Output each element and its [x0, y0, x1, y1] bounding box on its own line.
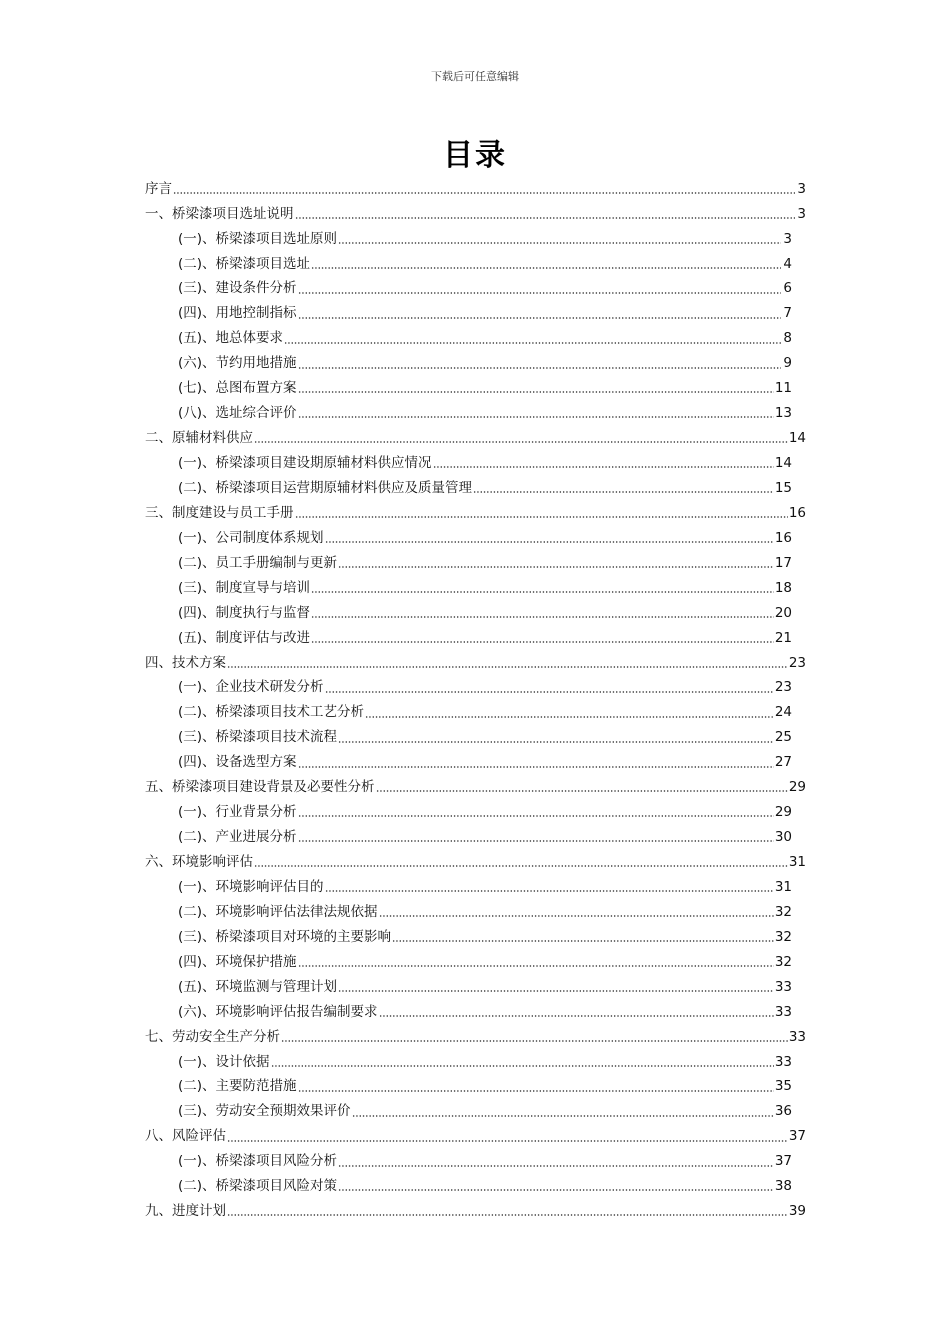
toc-entry[interactable]	[145, 1075, 806, 1100]
toc-page-number: 25	[774, 729, 792, 746]
toc-entry[interactable]	[145, 1050, 806, 1075]
dot-leader	[298, 765, 774, 769]
dot-leader	[392, 939, 774, 943]
toc-entry[interactable]	[145, 252, 806, 277]
toc-entry[interactable]	[145, 776, 806, 801]
toc-entry-text: 六、环境影响评估	[145, 854, 253, 871]
dot-leader	[227, 1213, 788, 1217]
dot-leader	[298, 1089, 774, 1093]
dot-leader	[254, 864, 788, 868]
toc-entry-text: 一、桥梁漆项目选址说明	[145, 205, 294, 222]
dot-leader	[281, 1039, 788, 1043]
toc-page-number: 9	[783, 355, 792, 372]
toc-entry-text: 四、技术方案	[145, 654, 226, 671]
toc-page-number: 14	[774, 455, 792, 472]
toc-page-number: 3	[797, 205, 806, 222]
dot-leader	[295, 216, 796, 220]
toc-entry-text: (三)、桥梁漆项目对环境的主要影响	[178, 928, 392, 945]
toc-entry[interactable]	[145, 227, 806, 252]
toc-page-number: 13	[774, 405, 792, 422]
toc-entry-text: (四)、设备选型方案	[178, 754, 297, 771]
toc-page-number: 4	[783, 255, 792, 272]
toc-entry[interactable]	[145, 850, 806, 875]
toc-entry-text: (二)、员工手册编制与更新	[178, 554, 338, 571]
dot-leader	[298, 316, 781, 320]
toc-entry[interactable]	[145, 800, 806, 825]
toc-page-number: 33	[774, 1003, 792, 1020]
dot-leader	[338, 565, 774, 569]
dot-leader	[338, 740, 774, 744]
toc-entry[interactable]	[145, 352, 806, 377]
toc-entry[interactable]	[145, 277, 806, 302]
toc-page-number: 20	[774, 604, 792, 621]
toc-entry[interactable]	[145, 651, 806, 676]
dot-leader	[311, 615, 774, 619]
toc-entry[interactable]	[145, 726, 806, 751]
toc-entry[interactable]	[145, 1025, 806, 1050]
toc-page-number: 30	[774, 829, 792, 846]
dot-leader	[173, 191, 795, 195]
toc-entry[interactable]	[145, 601, 806, 626]
toc-entry[interactable]	[145, 1175, 806, 1200]
toc-page-number: 8	[783, 330, 792, 347]
toc-page-number: 27	[774, 754, 792, 771]
toc-page-number: 39	[788, 1203, 806, 1220]
dot-leader	[311, 640, 774, 644]
dot-leader	[254, 440, 788, 444]
toc-entry[interactable]	[145, 501, 806, 526]
toc-entry-text: 五、桥梁漆项目建设背景及必要性分析	[145, 779, 375, 796]
toc-entry-text: (六)、环境影响评估报告编制要求	[178, 1003, 378, 1020]
dot-leader	[311, 266, 781, 270]
toc-entry-text: (二)、主要防范措施	[178, 1078, 297, 1095]
toc-entry-text: 九、进度计划	[145, 1203, 226, 1220]
dot-leader	[325, 889, 774, 893]
dot-leader	[271, 1064, 774, 1068]
toc-page-number: 36	[774, 1103, 792, 1120]
toc-entry-text: (一)、公司制度体系规划	[178, 529, 324, 546]
toc-entry-text: (一)、桥梁漆项目风险分析	[178, 1153, 338, 1170]
toc-entry-text: 八、风险评估	[145, 1128, 226, 1145]
toc-entry[interactable]	[145, 476, 806, 501]
toc-entry-text: (二)、桥梁漆项目风险对策	[178, 1178, 338, 1195]
toc-entry[interactable]	[145, 1100, 806, 1125]
dot-leader	[473, 490, 774, 494]
dot-leader	[284, 341, 781, 345]
toc-entry-text: (三)、桥梁漆项目技术流程	[178, 729, 338, 746]
toc-page-number: 37	[788, 1128, 806, 1145]
toc-entry[interactable]	[145, 975, 806, 1000]
dot-leader	[338, 1164, 774, 1168]
dot-leader	[227, 1139, 788, 1143]
toc-page-number: 16	[788, 504, 806, 521]
dot-leader	[338, 1188, 774, 1192]
toc-entry[interactable]	[145, 202, 806, 227]
dot-leader	[298, 415, 774, 419]
dot-leader	[338, 241, 781, 245]
toc-page-number: 6	[783, 280, 792, 297]
dot-leader	[376, 789, 788, 793]
toc-entry[interactable]	[145, 426, 806, 451]
toc-entry-text: 三、制度建设与员工手册	[145, 504, 294, 521]
toc-entry-text: (三)、劳动安全预期效果评价	[178, 1103, 351, 1120]
toc-entry[interactable]	[145, 377, 806, 402]
toc-page-number: 21	[774, 629, 792, 646]
toc-page-number: 16	[774, 529, 792, 546]
dot-leader	[298, 839, 774, 843]
toc-page-number: 33	[774, 978, 792, 995]
toc-entry-text: (一)、桥梁漆项目选址原则	[178, 230, 338, 247]
toc-title: 目录	[443, 138, 507, 173]
toc-entry[interactable]	[145, 950, 806, 975]
toc-page-number: 3	[783, 230, 792, 247]
dot-leader	[379, 1014, 774, 1018]
dot-leader	[298, 390, 774, 394]
toc-entry-text: (三)、制度宣导与培训	[178, 579, 311, 596]
toc-entry-text: (二)、桥梁漆项目技术工艺分析	[178, 704, 365, 721]
dot-leader	[325, 540, 774, 544]
toc-page-number: 32	[774, 953, 792, 970]
dot-leader	[298, 964, 774, 968]
toc-entry-text: (二)、桥梁漆项目选址	[178, 255, 311, 272]
toc-entry[interactable]	[145, 875, 806, 900]
toc-entry-text: (六)、节约用地措施	[178, 355, 297, 372]
toc-entry-text: 序言	[145, 180, 172, 197]
toc-entry-text: (一)、行业背景分析	[178, 804, 297, 821]
dot-leader	[365, 715, 774, 719]
toc-page-number: 29	[774, 804, 792, 821]
dot-leader	[379, 914, 774, 918]
dot-leader	[298, 291, 781, 295]
toc-page-number: 33	[774, 1053, 792, 1070]
toc-page-number: 14	[788, 430, 806, 447]
dot-leader	[338, 989, 774, 993]
toc-entry[interactable]	[145, 900, 806, 925]
toc-page-number: 23	[788, 654, 806, 671]
toc-entry-text: (七)、总图布置方案	[178, 380, 297, 397]
toc-entry[interactable]	[145, 177, 806, 202]
toc-entry[interactable]	[145, 751, 806, 776]
toc-entry[interactable]	[145, 676, 806, 701]
toc-entry[interactable]	[145, 551, 806, 576]
toc-entry[interactable]	[145, 401, 806, 426]
toc-entry-text: (一)、设计依据	[178, 1053, 270, 1070]
toc-entry[interactable]	[145, 1150, 806, 1175]
toc-entry-text: (二)、产业进展分析	[178, 829, 297, 846]
toc-page-number: 11	[774, 380, 792, 397]
dot-leader	[352, 1114, 774, 1118]
dot-leader	[311, 590, 774, 594]
toc-entry-text: (三)、建设条件分析	[178, 280, 297, 297]
toc-entry-text: (五)、环境监测与管理计划	[178, 978, 338, 995]
toc-entry[interactable]	[145, 825, 806, 850]
toc-page-number: 32	[774, 928, 792, 945]
dot-leader	[298, 366, 781, 370]
toc-entry-text: (二)、桥梁漆项目运营期原辅材料供应及质量管理	[178, 479, 473, 496]
toc-page-number: 32	[774, 903, 792, 920]
toc-entry-text: (四)、用地控制指标	[178, 305, 297, 322]
dot-leader	[295, 515, 788, 519]
dot-leader	[433, 465, 774, 469]
toc-page-number: 37	[774, 1153, 792, 1170]
toc-page-number: 7	[783, 305, 792, 322]
toc-page-number: 17	[774, 554, 792, 571]
toc-entry[interactable]	[145, 701, 806, 726]
toc-entry[interactable]	[145, 626, 806, 651]
toc-page-number: 24	[774, 704, 792, 721]
toc-page-number: 35	[774, 1078, 792, 1095]
toc-page-number: 38	[774, 1178, 792, 1195]
toc-entry[interactable]	[145, 1199, 806, 1224]
toc-entry[interactable]	[145, 1000, 806, 1025]
dot-leader	[325, 690, 774, 694]
toc-page-number: 23	[774, 679, 792, 696]
toc-entry-text: 七、劳动安全生产分析	[145, 1028, 280, 1045]
toc-page-number: 31	[788, 854, 806, 871]
table-of-contents	[145, 177, 806, 1224]
toc-entry[interactable]	[145, 302, 806, 327]
header-note: 下载后可任意编辑	[431, 70, 519, 83]
toc-entry-text: (一)、环境影响评估目的	[178, 878, 324, 895]
toc-entry-text: (一)、桥梁漆项目建设期原辅材料供应情况	[178, 455, 432, 472]
toc-page-number: 15	[774, 479, 792, 496]
toc-entry[interactable]	[145, 576, 806, 601]
toc-entry-text: (一)、企业技术研发分析	[178, 679, 324, 696]
toc-entry[interactable]	[145, 1125, 806, 1150]
toc-entry-text: (四)、环境保护措施	[178, 953, 297, 970]
toc-page-number: 33	[788, 1028, 806, 1045]
toc-entry-text: (四)、制度执行与监督	[178, 604, 311, 621]
toc-entry-text: (二)、环境影响评估法律法规依据	[178, 903, 378, 920]
toc-entry[interactable]	[145, 925, 806, 950]
toc-entry-text: 二、原辅材料供应	[145, 430, 253, 447]
toc-page-number: 18	[774, 579, 792, 596]
toc-page-number: 29	[788, 779, 806, 796]
toc-entry-text: (五)、地总体要求	[178, 330, 284, 347]
toc-page-number: 31	[774, 878, 792, 895]
toc-entry[interactable]	[145, 327, 806, 352]
dot-leader	[227, 665, 788, 669]
toc-entry-text: (八)、选址综合评价	[178, 405, 297, 422]
toc-entry[interactable]	[145, 451, 806, 476]
toc-entry[interactable]	[145, 526, 806, 551]
dot-leader	[298, 814, 774, 818]
toc-entry-text: (五)、制度评估与改进	[178, 629, 311, 646]
toc-page-number: 3	[797, 180, 806, 197]
